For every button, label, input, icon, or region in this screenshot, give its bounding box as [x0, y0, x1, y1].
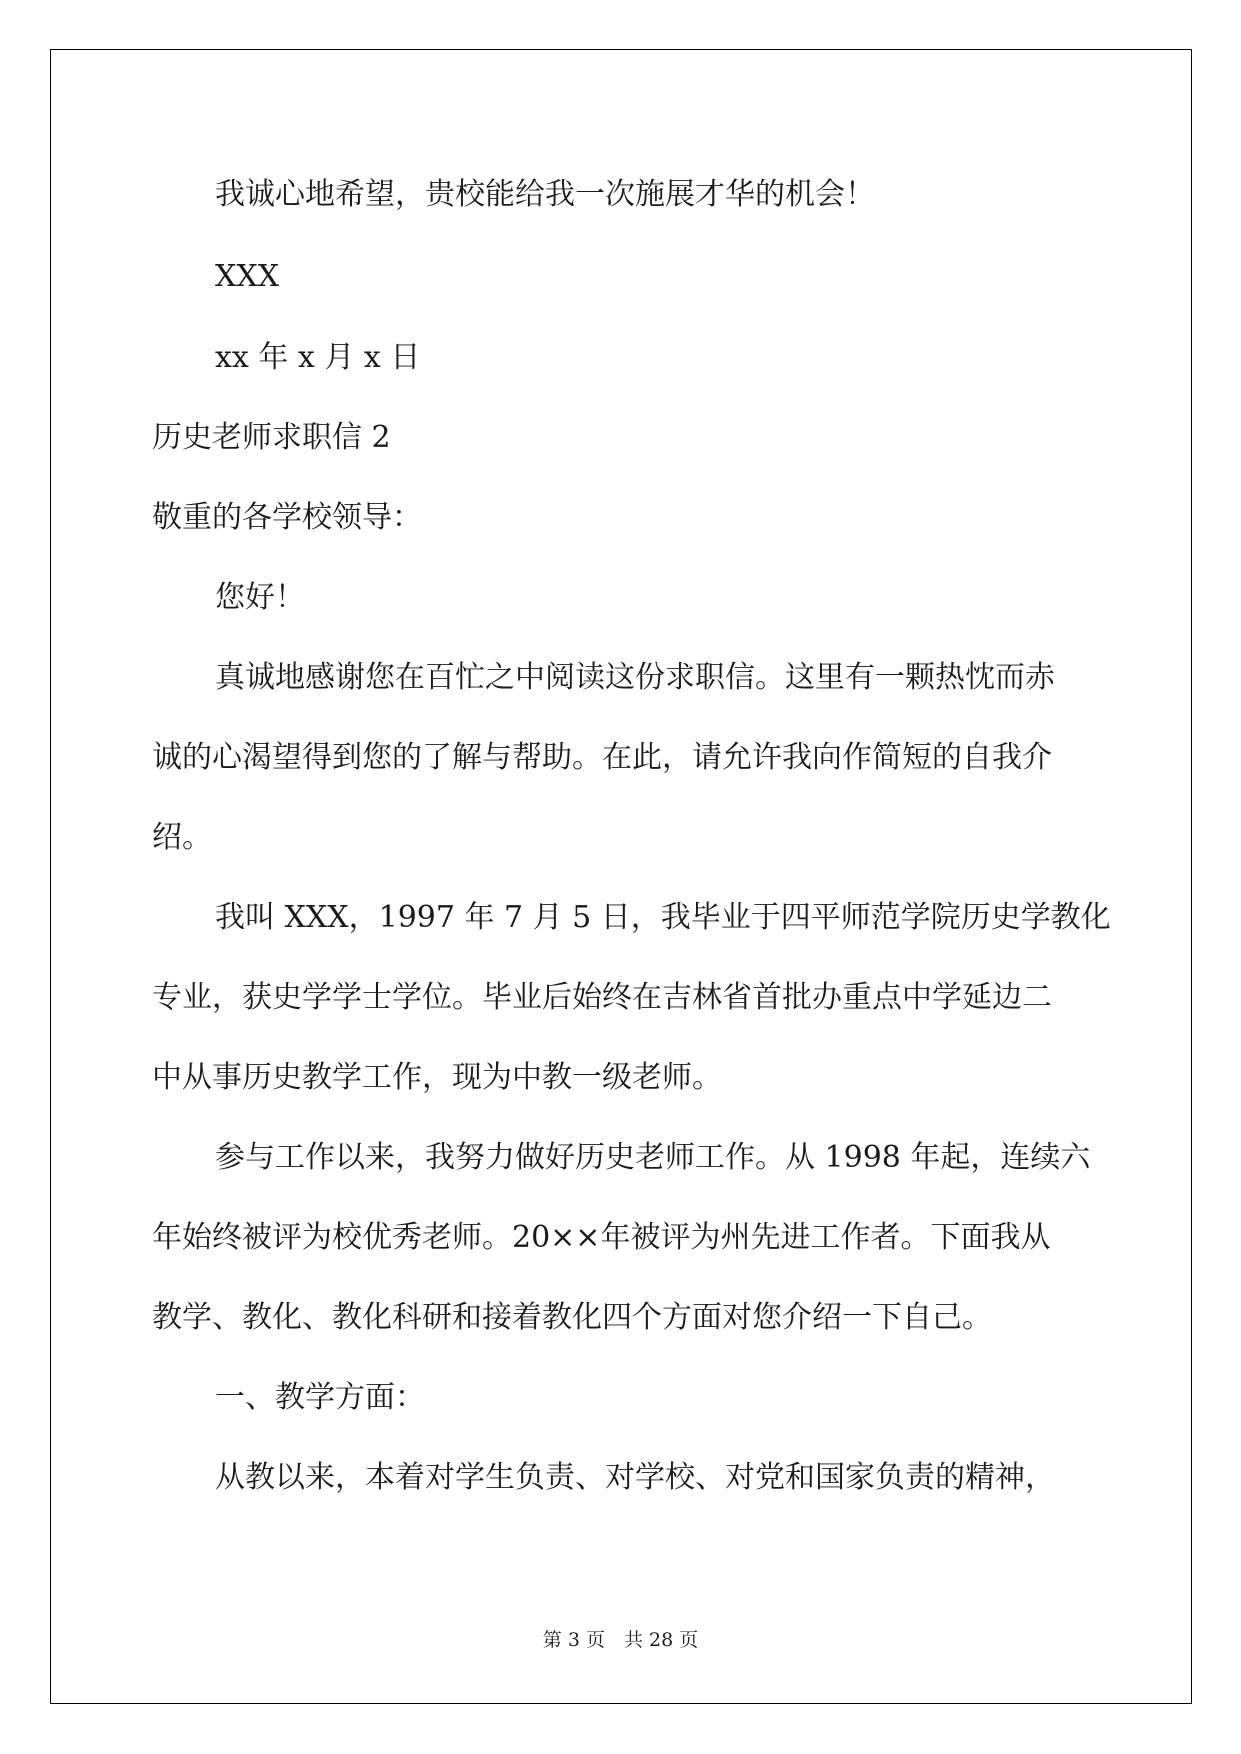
paragraph-line: 真诚地感谢您在百忙之中阅读这份求职信。这里有一颗热忱而赤 — [215, 660, 1055, 695]
paragraph-line: 中从事历史教学工作，现为中教一级老师。 — [152, 1060, 722, 1095]
signature-date: xx 年 x 月 x 日 — [215, 340, 421, 375]
page-number: 第 3 页 共 28 页 — [542, 1629, 699, 1651]
paragraph-line: 专业，获史学学士学位。毕业后始终在吉林省首批办重点中学延边二 — [152, 980, 1052, 1015]
signature-name: XXX — [215, 259, 280, 294]
paragraph-line: 我叫 XXX，1997 年 7 月 5 日，我毕业于四平师范学院历史学教化 — [215, 900, 1111, 935]
page-border — [50, 49, 1192, 1704]
paragraph-line: 年始终被评为校优秀老师。20××年被评为州先进工作者。下面我从 — [152, 1220, 1051, 1255]
paragraph-line: 诚的心渴望得到您的了解与帮助。在此，请允许我向作简短的自我介 — [152, 740, 1052, 775]
paragraph-line: 教学、教化、教化科研和接着教化四个方面对您介绍一下自己。 — [152, 1300, 992, 1335]
subheading: 一、教学方面： — [215, 1380, 425, 1415]
paragraph-line: 从教以来，本着对学生负责、对学校、对党和国家负责的精神， — [215, 1460, 1055, 1495]
section-title: 历史老师求职信 2 — [152, 420, 391, 455]
paragraph-line: 绍。 — [152, 820, 212, 855]
paragraph-line: 我诚心地希望，贵校能给我一次施展才华的机会！ — [215, 177, 875, 212]
greeting: 您好！ — [215, 580, 305, 615]
salutation: 敬重的各学校领导： — [152, 500, 422, 535]
paragraph-line: 参与工作以来，我努力做好历史老师工作。从 1998 年起，连续六 — [215, 1140, 1091, 1175]
